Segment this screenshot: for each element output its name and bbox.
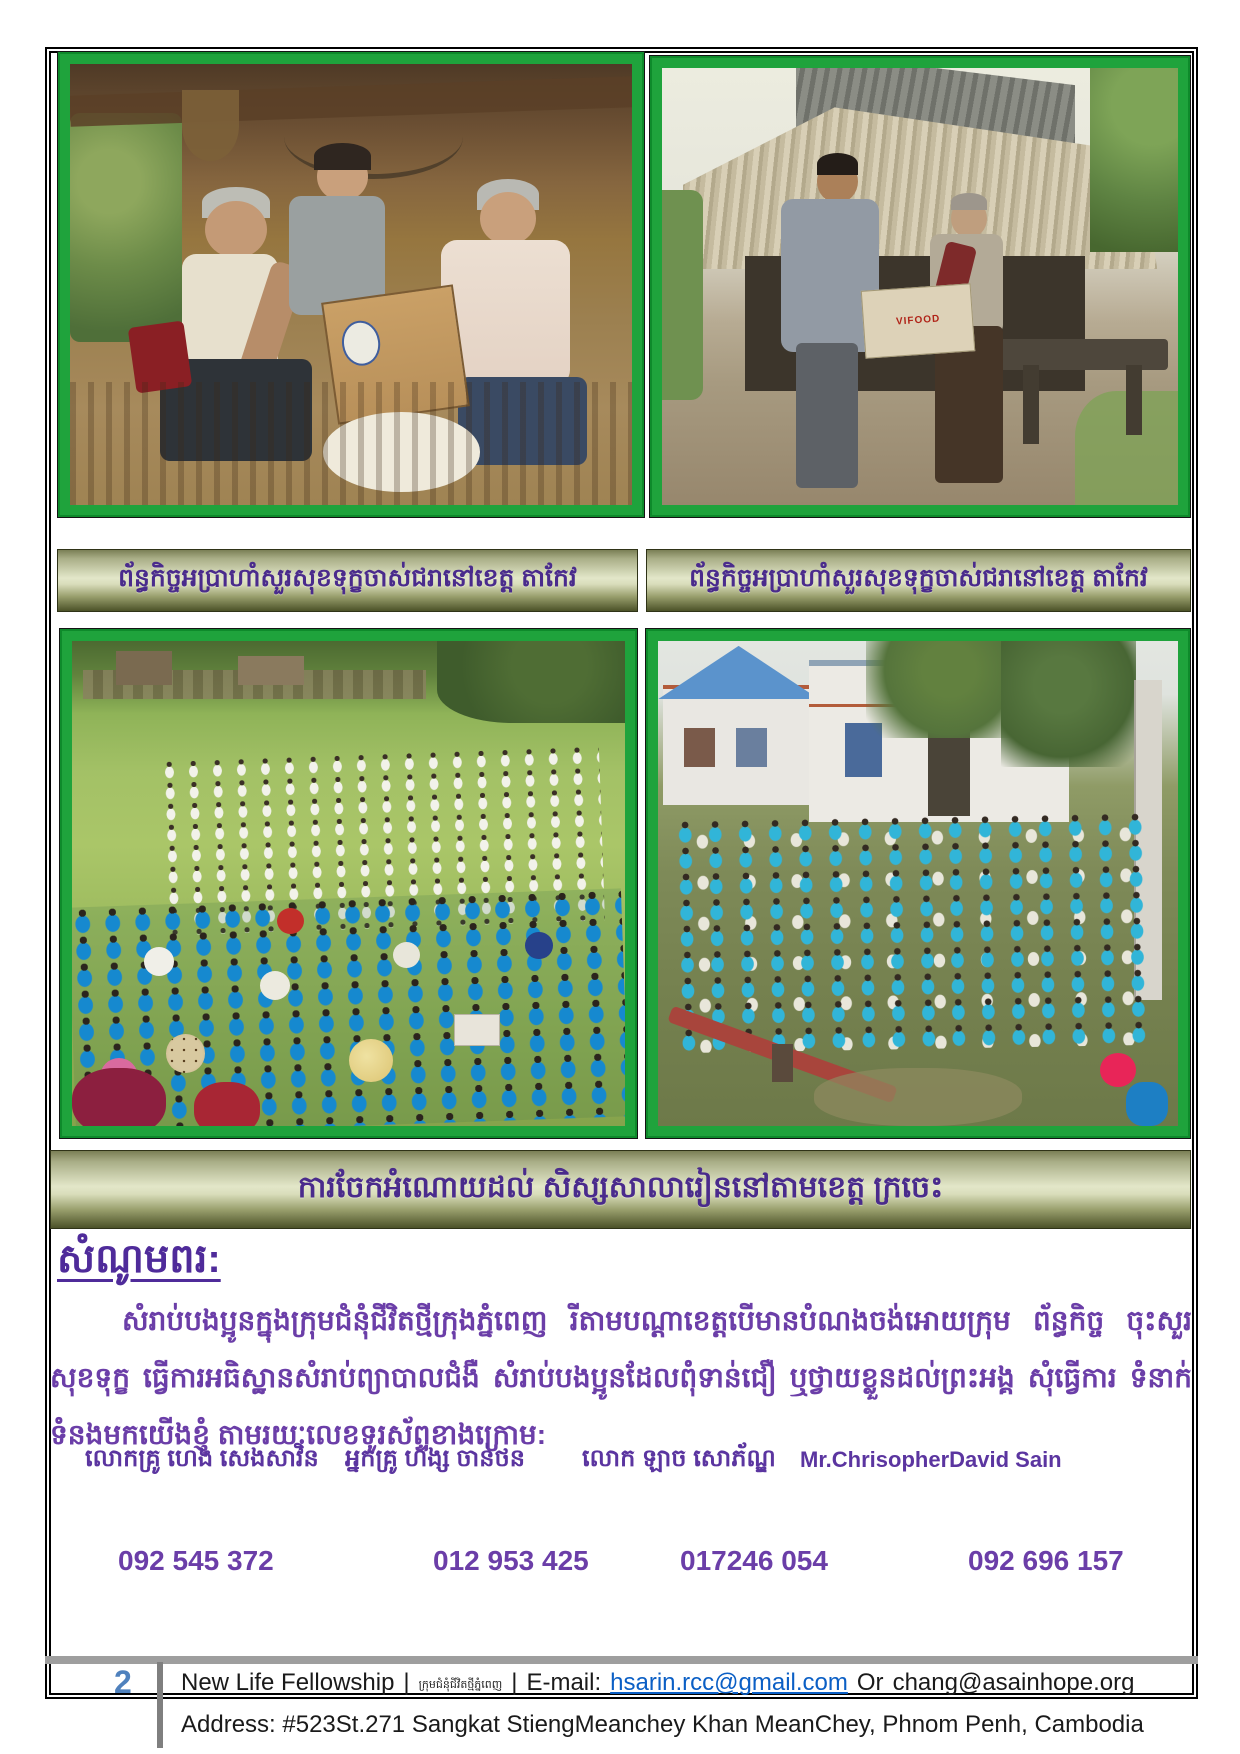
bamboo-mat-texture (70, 382, 632, 505)
seesaw-base-shape (772, 1044, 793, 1083)
footer-email-label: E-mail: (526, 1669, 602, 1696)
contact-phone-1: 092 545 372 (118, 1545, 274, 1576)
man-pants (796, 343, 858, 487)
footer-address: Address: #523St.271 Sangkat StiengMeanchey Khan MeanChey, Phnom Penh, Cambodia (181, 1711, 1144, 1738)
footer-email-secondary: chang@asainhope.org (892, 1669, 1135, 1696)
banner-takeo-right-text: ព័ន្ធកិច្ចអប្រាហាំសួរសុខទុក្ខចាស់ជរានៅខេត្ត តាកែវ (689, 563, 1148, 592)
footer-or-label: Or (856, 1669, 884, 1696)
crowd-pattern (672, 811, 1160, 1052)
photo-school-field-gathering (59, 628, 638, 1139)
footer-pipe: | (403, 1669, 410, 1696)
contact-phone-2: 012 953 425 (433, 1545, 589, 1576)
footer-pipe: | (511, 1669, 518, 1696)
school-roof-left (658, 646, 819, 699)
bed-leg-shape (1126, 365, 1141, 435)
request-heading: សំណូមពរ: (57, 1237, 221, 1281)
vifood-box-label: VIFOOD (895, 313, 941, 328)
woman-hair (951, 193, 987, 210)
vifood-box (861, 283, 976, 358)
left-foliage-shape (662, 190, 703, 400)
palm-foliage-shape (1090, 68, 1178, 252)
contact-name-4: Mr.ChrisopherDavid Sain (800, 1447, 1062, 1472)
banner-takeo-left-text: ព័ន្ធកិច្ចអប្រាហាំសួរសុខទុក្ខចាស់ជរានៅខេត្ត តាកែវ (118, 563, 577, 592)
photo-schoolyard-gift-distribution (645, 628, 1191, 1139)
contact-name-2: អ្នកគ្រូ ហង្ស ចាន់ថន (345, 1445, 525, 1472)
contact-name-1: លោកគ្រូ ហេង សេងសាវិន (85, 1445, 319, 1472)
footer-vertical-bar (157, 1662, 163, 1748)
foliage-shape (70, 113, 182, 342)
contact-phone-3: 017246 054 (680, 1545, 828, 1576)
school-window-shape (684, 728, 715, 767)
photo-schoolyard-scene (658, 641, 1178, 1126)
footer-org-name: New Life Fellowship (181, 1669, 395, 1696)
banner-kratie (50, 1150, 1191, 1229)
banner-takeo-right (646, 549, 1191, 612)
photo-box-handover (649, 55, 1191, 518)
elderly-man-head (205, 201, 267, 258)
woman-middle-hair (314, 143, 370, 169)
contact-name-3: លោក ឡាច សោភ័ណ្ឌ (582, 1445, 776, 1472)
bed-leg-shape (1023, 365, 1038, 444)
banner-kratie-text: ការចែកអំណោយដល់ សិស្សសាលារៀននៅតាមខេត្ត ក្រចេះ (297, 1170, 944, 1204)
red-hat-shape (1100, 1053, 1136, 1087)
tree-canopy-shape (1001, 641, 1136, 767)
yellow-hat-shape (349, 1039, 393, 1083)
maroon-figure-shape (72, 1068, 166, 1126)
contact-phone-4: 092 696 157 (968, 1545, 1124, 1576)
photo-elderly-home-visit (57, 51, 645, 518)
footer-divider (45, 1656, 1198, 1664)
footer-org-khmer: ក្រុមជំនុំជីវិតថ្មីភ្នំពេញ (418, 1678, 503, 1691)
distant-house-shape (116, 651, 171, 685)
distant-house-shape (238, 656, 304, 685)
man-hair (817, 153, 858, 175)
white-box-shape (454, 1014, 500, 1045)
red-scarf-figure-shape (194, 1082, 260, 1126)
hammock-shape (284, 95, 464, 179)
photo-school-field-scene (72, 641, 625, 1126)
hanging-basket-shape (182, 90, 238, 161)
school-window-shape (736, 728, 767, 767)
footer-line-1 (181, 1669, 1134, 1697)
photo-elderly-home-visit-scene (70, 64, 632, 505)
navy-hat-shape (525, 932, 553, 959)
thatch-roof-shape (683, 107, 1158, 269)
dirt-patch-shape (814, 1068, 1022, 1126)
leopard-hat-shape (166, 1034, 205, 1073)
blue-shirt-figure-shape (1126, 1082, 1168, 1126)
photo-box-handover-scene (662, 68, 1178, 505)
white-hat-shape (144, 947, 174, 976)
box-label (339, 319, 382, 368)
white-hat-shape (260, 971, 290, 1000)
request-paragraph: សំរាប់បងប្អូនក្នុងក្រុមជំនុំជីវិតថ្មីក្រុងភ្នំពេញ រីតាមបណ្ដាខេត្តបើមានបំណងចង់អោយក្រុម ព័ន្ធកិច្ច ចុះសួរសុខទុក្ខ ធ្វើការអធិស្ឋានសំរាប់ព្យាបាលជំងឺ សំរាប់បងប្អូនដែលពុំទាន់ជឿ ឬថ្វាយខ្លួនដល់ព្រះអង្គ សុំធ្វើការ ទំនាក់ទំនងមកយើងខ្ញុំ តាមរយៈលេខទូរស័ព្ទខាងក្រោម: (50, 1305, 1192, 1450)
footer-page-number: 2 (114, 1664, 132, 1700)
footer-email-link[interactable]: hsarin.rcc@gmail.com (610, 1669, 848, 1696)
elderly-woman-head (480, 192, 536, 245)
banner-takeo-left (57, 549, 638, 612)
tree-line-shape (437, 641, 625, 723)
